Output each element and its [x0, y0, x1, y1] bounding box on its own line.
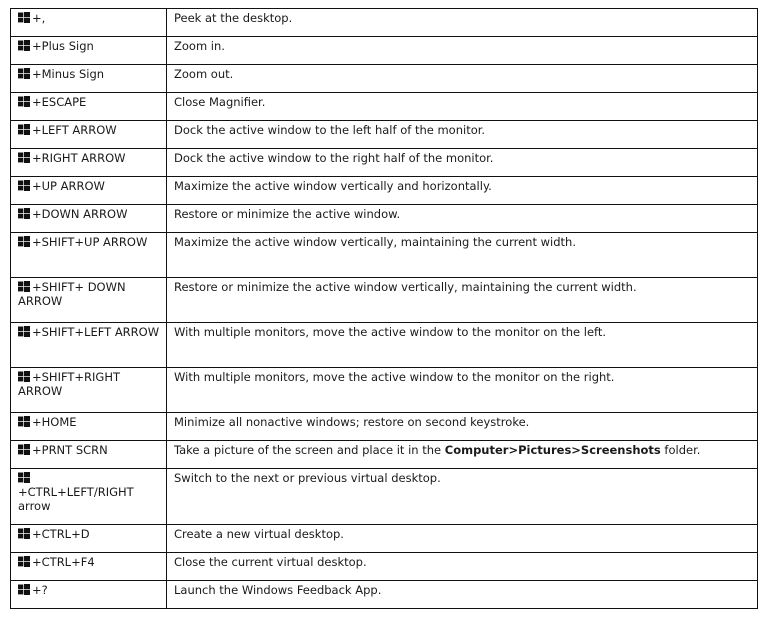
shortcut-description: Restore or minimize the active window vertically, maintaining the current width.	[167, 278, 758, 323]
windows-logo-icon	[18, 96, 30, 107]
shortcut-description: Zoom out.	[167, 65, 758, 93]
shortcut-description: Peek at the desktop.	[167, 9, 758, 37]
shortcut-description: Maximize the active window vertically, maintaining the current width.	[167, 233, 758, 278]
windows-logo-icon	[18, 12, 30, 23]
table-row	[11, 233, 758, 278]
shortcut-key-label: +Plus Sign	[32, 39, 94, 53]
shortcut-key-label: +ESCAPE	[32, 95, 87, 109]
windows-logo-icon	[18, 584, 30, 595]
shortcut-table	[10, 8, 758, 609]
windows-logo-icon	[18, 326, 30, 337]
shortcut-description: Launch the Windows Feedback App.	[167, 581, 758, 609]
table-row	[11, 177, 758, 205]
table-row	[11, 323, 758, 368]
shortcut-key-cell	[11, 65, 167, 93]
shortcut-key-label: +SHIFT+ DOWN ARROW	[18, 280, 126, 308]
table-row	[11, 9, 758, 37]
shortcut-key-cell	[11, 469, 167, 525]
description-text: folder.	[660, 443, 701, 457]
shortcut-description	[167, 441, 758, 469]
windows-logo-icon	[18, 68, 30, 79]
table-row	[11, 368, 758, 413]
shortcut-description: Minimize all nonactive windows; restore on second keystroke.	[167, 413, 758, 441]
windows-logo-icon	[18, 416, 30, 427]
windows-logo-icon	[18, 444, 30, 455]
screenshots-path: Computer>Pictures>Screenshots	[444, 443, 661, 457]
table-row	[11, 121, 758, 149]
windows-logo-icon	[18, 472, 30, 483]
shortcut-key-label: +PRNT SCRN	[32, 443, 108, 457]
shortcut-description: Dock the active window to the right half of the monitor.	[167, 149, 758, 177]
shortcut-key-label: +CTRL+D	[32, 527, 90, 541]
shortcut-key-cell	[11, 121, 167, 149]
shortcut-key-cell	[11, 37, 167, 65]
table-row	[11, 413, 758, 441]
shortcut-description: Close the current virtual desktop.	[167, 553, 758, 581]
shortcut-key-cell	[11, 413, 167, 441]
shortcut-key-cell	[11, 441, 167, 469]
shortcut-key-label: +,	[32, 11, 46, 25]
table-row	[11, 278, 758, 323]
shortcut-key-cell	[11, 177, 167, 205]
shortcut-key-label: +SHIFT+UP ARROW	[32, 235, 148, 249]
shortcut-key-label: +SHIFT+LEFT ARROW	[32, 325, 160, 339]
shortcut-description: Dock the active window to the left half of the monitor.	[167, 121, 758, 149]
table-row	[11, 525, 758, 553]
shortcut-key-label: +CTRL+LEFT/RIGHT arrow	[18, 485, 134, 513]
shortcut-key-cell	[11, 368, 167, 413]
shortcut-key-label: +HOME	[32, 415, 77, 429]
shortcut-key-cell	[11, 323, 167, 368]
shortcut-key-cell	[11, 93, 167, 121]
table-row	[11, 149, 758, 177]
shortcut-key-label: +DOWN ARROW	[32, 207, 128, 221]
windows-logo-icon	[18, 236, 30, 247]
windows-logo-icon	[18, 152, 30, 163]
shortcut-description: With multiple monitors, move the active window to the monitor on the left.	[167, 323, 758, 368]
table-row	[11, 205, 758, 233]
shortcut-key-label: +CTRL+F4	[32, 555, 95, 569]
table-row	[11, 65, 758, 93]
shortcut-key-cell	[11, 205, 167, 233]
shortcut-key-label: +LEFT ARROW	[32, 123, 117, 137]
shortcut-key-cell	[11, 525, 167, 553]
table-row	[11, 469, 758, 525]
shortcut-description: Switch to the next or previous virtual desktop.	[167, 469, 758, 525]
shortcut-key-cell	[11, 278, 167, 323]
shortcut-description: With multiple monitors, move the active window to the monitor on the right.	[167, 368, 758, 413]
table-row	[11, 441, 758, 469]
windows-logo-icon	[18, 281, 30, 292]
shortcut-key-cell	[11, 581, 167, 609]
shortcut-key-label: +UP ARROW	[32, 179, 105, 193]
table-row	[11, 93, 758, 121]
shortcut-description: Close Magnifier.	[167, 93, 758, 121]
shortcut-key-label: +?	[32, 583, 48, 597]
shortcut-key-label: +RIGHT ARROW	[32, 151, 126, 165]
windows-logo-icon	[18, 371, 30, 382]
shortcut-key-label: +SHIFT+RIGHT ARROW	[18, 370, 121, 398]
shortcut-description: Create a new virtual desktop.	[167, 525, 758, 553]
description-text: Take a picture of the screen and place it in the	[174, 443, 445, 457]
shortcut-description: Maximize the active window vertically and horizontally.	[167, 177, 758, 205]
table-row	[11, 581, 758, 609]
shortcut-description: Restore or minimize the active window.	[167, 205, 758, 233]
shortcut-description: Zoom in.	[167, 37, 758, 65]
shortcut-key-cell	[11, 553, 167, 581]
shortcut-key-cell	[11, 9, 167, 37]
table-row	[11, 37, 758, 65]
table-row	[11, 553, 758, 581]
windows-logo-icon	[18, 180, 30, 191]
shortcut-key-cell	[11, 149, 167, 177]
windows-logo-icon	[18, 208, 30, 219]
shortcut-key-cell	[11, 233, 167, 278]
windows-logo-icon	[18, 528, 30, 539]
windows-logo-icon	[18, 124, 30, 135]
shortcut-key-label: +Minus Sign	[32, 67, 105, 81]
windows-logo-icon	[18, 556, 30, 567]
windows-logo-icon	[18, 40, 30, 51]
